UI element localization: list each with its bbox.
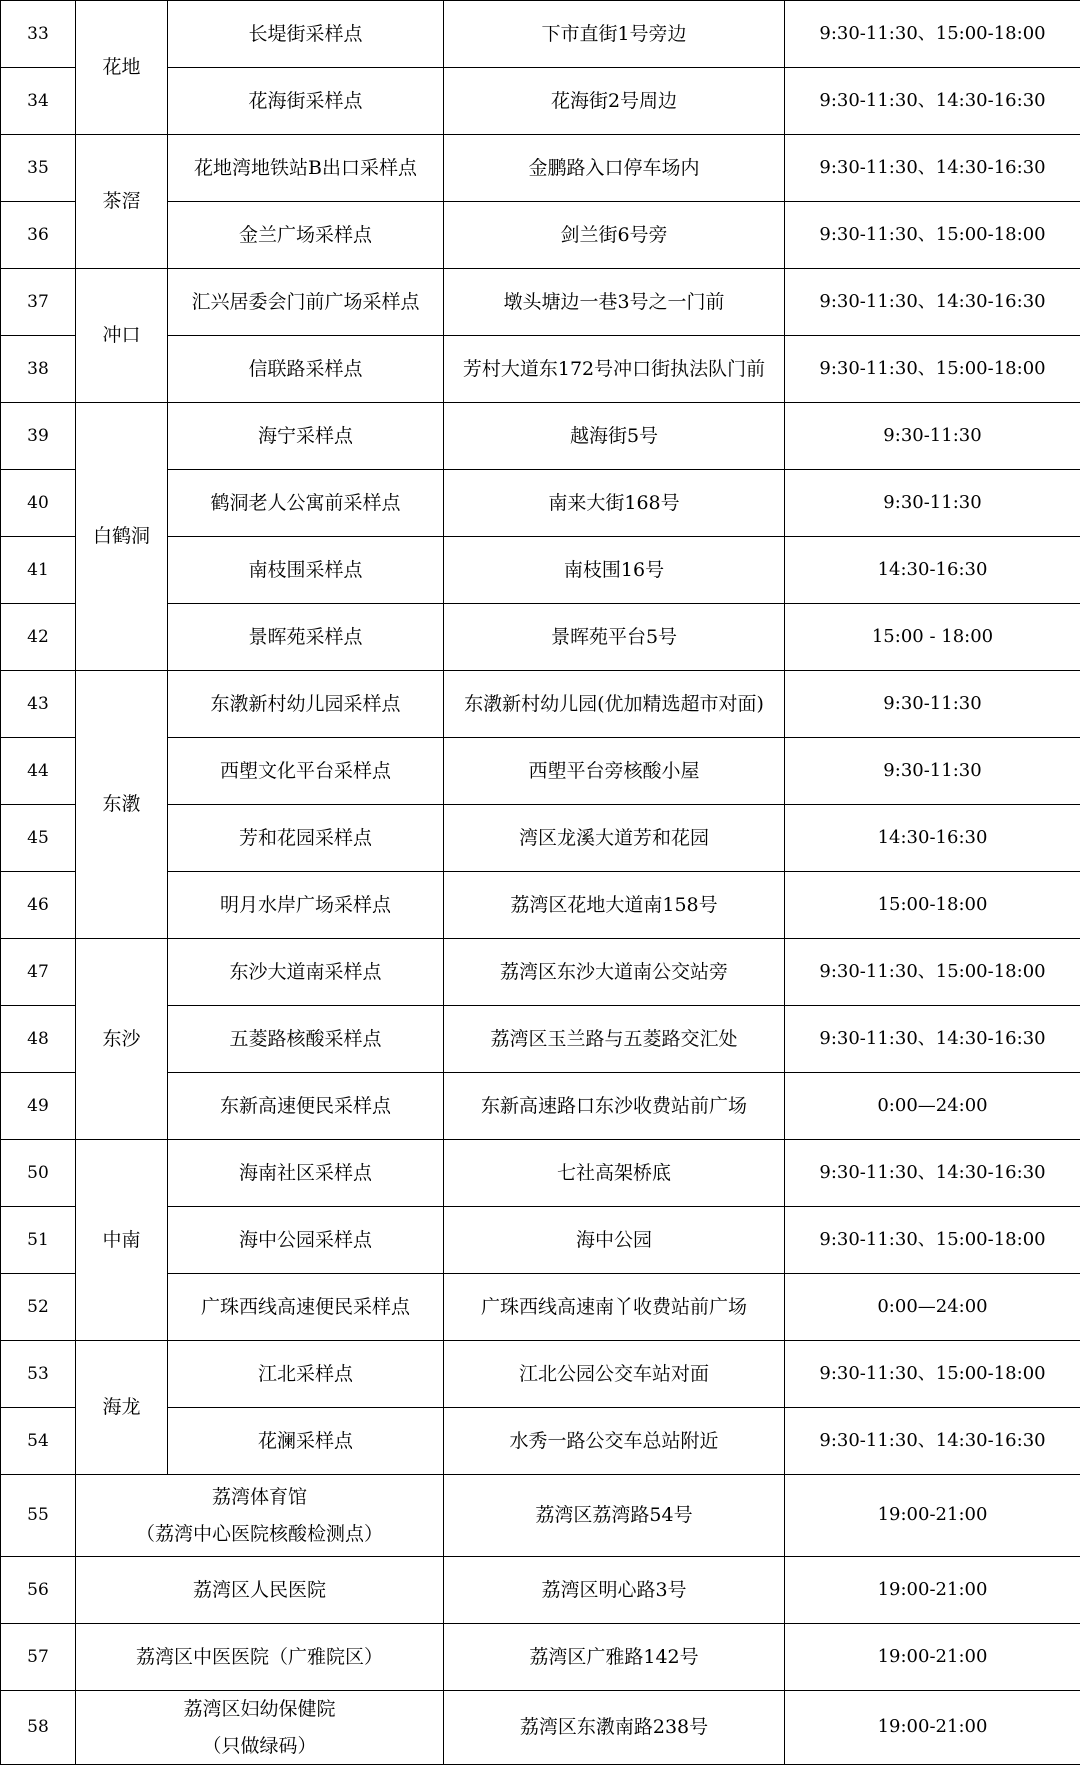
row-number: 58 (1, 1691, 76, 1765)
row-number: 38 (1, 336, 76, 403)
open-hours: 9:30-11:30 (785, 738, 1080, 805)
site-address: 南来大街168号 (444, 470, 785, 537)
district-cell: 海龙 (76, 1341, 168, 1475)
table-row (1, 1557, 1080, 1624)
district-cell: 白鹤洞 (76, 403, 168, 671)
site-address: 水秀一路公交车总站附近 (444, 1408, 785, 1475)
site-name: 海中公园采样点 (168, 1207, 444, 1274)
table-row (1, 1624, 1080, 1691)
table-row (1, 939, 1080, 1006)
hospital-name (76, 1475, 444, 1557)
site-address: 荔湾区玉兰路与五菱路交汇处 (444, 1006, 785, 1073)
open-hours: 19:00-21:00 (785, 1557, 1080, 1624)
site-address: 墩头塘边一巷3号之一门前 (444, 269, 785, 336)
open-hours: 9:30-11:30、14:30-16:30 (785, 269, 1080, 336)
site-address: 荔湾区广雅路142号 (444, 1624, 785, 1691)
table-row (1, 1, 1080, 68)
table-row (1, 1475, 1080, 1557)
open-hours: 0:00—24:00 (785, 1073, 1080, 1140)
row-number: 42 (1, 604, 76, 671)
row-number: 44 (1, 738, 76, 805)
site-address: 广珠西线高速南丫收费站前广场 (444, 1274, 785, 1341)
table-row (1, 269, 1080, 336)
row-number: 55 (1, 1475, 76, 1557)
site-address: 东新高速路口东沙收费站前广场 (444, 1073, 785, 1140)
open-hours: 9:30-11:30 (785, 671, 1080, 738)
district-cell: 中南 (76, 1140, 168, 1341)
open-hours: 0:00—24:00 (785, 1274, 1080, 1341)
site-address: 金鹏路入口停车场内 (444, 135, 785, 202)
row-number: 45 (1, 805, 76, 872)
site-address: 江北公园公交车站对面 (444, 1341, 785, 1408)
district-cell: 茶滘 (76, 135, 168, 269)
site-address: 荔湾区花地大道南158号 (444, 872, 785, 939)
row-number: 56 (1, 1557, 76, 1624)
district-cell: 东漖 (76, 671, 168, 939)
open-hours: 9:30-11:30、14:30-16:30 (785, 1006, 1080, 1073)
site-address: 越海街5号 (444, 403, 785, 470)
site-name: 花海街采样点 (168, 68, 444, 135)
site-name: 鹤洞老人公寓前采样点 (168, 470, 444, 537)
site-address: 湾区龙溪大道芳和花园 (444, 805, 785, 872)
table-row (1, 135, 1080, 202)
row-number: 40 (1, 470, 76, 537)
open-hours: 9:30-11:30、14:30-16:30 (785, 1408, 1080, 1475)
row-number: 37 (1, 269, 76, 336)
row-number: 49 (1, 1073, 76, 1140)
row-number: 52 (1, 1274, 76, 1341)
open-hours: 9:30-11:30、15:00-18:00 (785, 202, 1080, 269)
site-name: 广珠西线高速便民采样点 (168, 1274, 444, 1341)
row-number: 41 (1, 537, 76, 604)
site-name: 信联路采样点 (168, 336, 444, 403)
site-address: 景晖苑平台5号 (444, 604, 785, 671)
site-address: 西塱平台旁核酸小屋 (444, 738, 785, 805)
table-row (1, 1140, 1080, 1207)
row-number: 48 (1, 1006, 76, 1073)
site-name: 景晖苑采样点 (168, 604, 444, 671)
open-hours: 15:00-18:00 (785, 872, 1080, 939)
open-hours: 9:30-11:30、15:00-18:00 (785, 1, 1080, 68)
site-name: 汇兴居委会门前广场采样点 (168, 269, 444, 336)
row-number: 34 (1, 68, 76, 135)
site-address: 荔湾区东漖南路238号 (444, 1691, 785, 1765)
open-hours: 19:00-21:00 (785, 1624, 1080, 1691)
site-address: 七社高架桥底 (444, 1140, 785, 1207)
site-name: 海南社区采样点 (168, 1140, 444, 1207)
site-address: 下市直街1号旁边 (444, 1, 785, 68)
hospital-name-line1: 荔湾区妇幼保健院 (183, 1698, 336, 1721)
site-address: 剑兰街6号旁 (444, 202, 785, 269)
site-name: 海宁采样点 (168, 403, 444, 470)
row-number: 54 (1, 1408, 76, 1475)
row-number: 51 (1, 1207, 76, 1274)
open-hours: 19:00-21:00 (785, 1475, 1080, 1557)
row-number: 47 (1, 939, 76, 1006)
row-number: 36 (1, 202, 76, 269)
table-row (1, 671, 1080, 738)
open-hours: 9:30-11:30、15:00-18:00 (785, 939, 1080, 1006)
site-address: 花海街2号周边 (444, 68, 785, 135)
hospital-name-line2: （荔湾中心医院核酸检测点） (135, 1522, 383, 1545)
site-address: 南枝围16号 (444, 537, 785, 604)
table-row (1, 403, 1080, 470)
site-name: 东新高速便民采样点 (168, 1073, 444, 1140)
site-name: 长堤街采样点 (168, 1, 444, 68)
table-row (1, 1341, 1080, 1408)
open-hours: 9:30-11:30、15:00-18:00 (785, 1207, 1080, 1274)
site-name: 东沙大道南采样点 (168, 939, 444, 1006)
site-address: 芳村大道东172号冲口街执法队门前 (444, 336, 785, 403)
row-number: 39 (1, 403, 76, 470)
open-hours: 14:30-16:30 (785, 537, 1080, 604)
row-number: 57 (1, 1624, 76, 1691)
table-row (1, 1691, 1080, 1765)
open-hours: 9:30-11:30、14:30-16:30 (785, 68, 1080, 135)
open-hours: 14:30-16:30 (785, 805, 1080, 872)
hospital-name: 荔湾区中医医院（广雅院区） (76, 1624, 444, 1691)
open-hours: 19:00-21:00 (785, 1691, 1080, 1765)
site-address: 海中公园 (444, 1207, 785, 1274)
open-hours: 15:00 - 18:00 (785, 604, 1080, 671)
site-name: 西塱文化平台采样点 (168, 738, 444, 805)
hospital-name-line1: 荔湾体育馆 (211, 1486, 307, 1509)
row-number: 35 (1, 135, 76, 202)
district-cell: 花地 (76, 1, 168, 135)
site-address: 荔湾区东沙大道南公交站旁 (444, 939, 785, 1006)
site-address: 东漖新村幼儿园(优加精选超市对面) (444, 671, 785, 738)
row-number: 33 (1, 1, 76, 68)
site-name: 明月水岸广场采样点 (168, 872, 444, 939)
open-hours: 9:30-11:30、14:30-16:30 (785, 1140, 1080, 1207)
site-name: 金兰广场采样点 (168, 202, 444, 269)
row-number: 46 (1, 872, 76, 939)
site-name: 花澜采样点 (168, 1408, 444, 1475)
open-hours: 9:30-11:30 (785, 470, 1080, 537)
district-cell: 东沙 (76, 939, 168, 1140)
site-address: 荔湾区明心路3号 (444, 1557, 785, 1624)
site-name: 芳和花园采样点 (168, 805, 444, 872)
open-hours: 9:30-11:30、15:00-18:00 (785, 1341, 1080, 1408)
hospital-name-line2: （只做绿码） (202, 1734, 317, 1757)
row-number: 53 (1, 1341, 76, 1408)
site-name: 花地湾地铁站B出口采样点 (168, 135, 444, 202)
hospital-name: 荔湾区人民医院 (76, 1557, 444, 1624)
site-name: 江北采样点 (168, 1341, 444, 1408)
row-number: 43 (1, 671, 76, 738)
hospital-name (76, 1691, 444, 1765)
open-hours: 9:30-11:30、15:00-18:00 (785, 336, 1080, 403)
district-cell: 冲口 (76, 269, 168, 403)
site-address: 荔湾区荔湾路54号 (444, 1475, 785, 1557)
open-hours: 9:30-11:30 (785, 403, 1080, 470)
site-name: 五菱路核酸采样点 (168, 1006, 444, 1073)
site-name: 东漖新村幼儿园采样点 (168, 671, 444, 738)
row-number: 50 (1, 1140, 76, 1207)
open-hours: 9:30-11:30、14:30-16:30 (785, 135, 1080, 202)
site-name: 南枝围采样点 (168, 537, 444, 604)
